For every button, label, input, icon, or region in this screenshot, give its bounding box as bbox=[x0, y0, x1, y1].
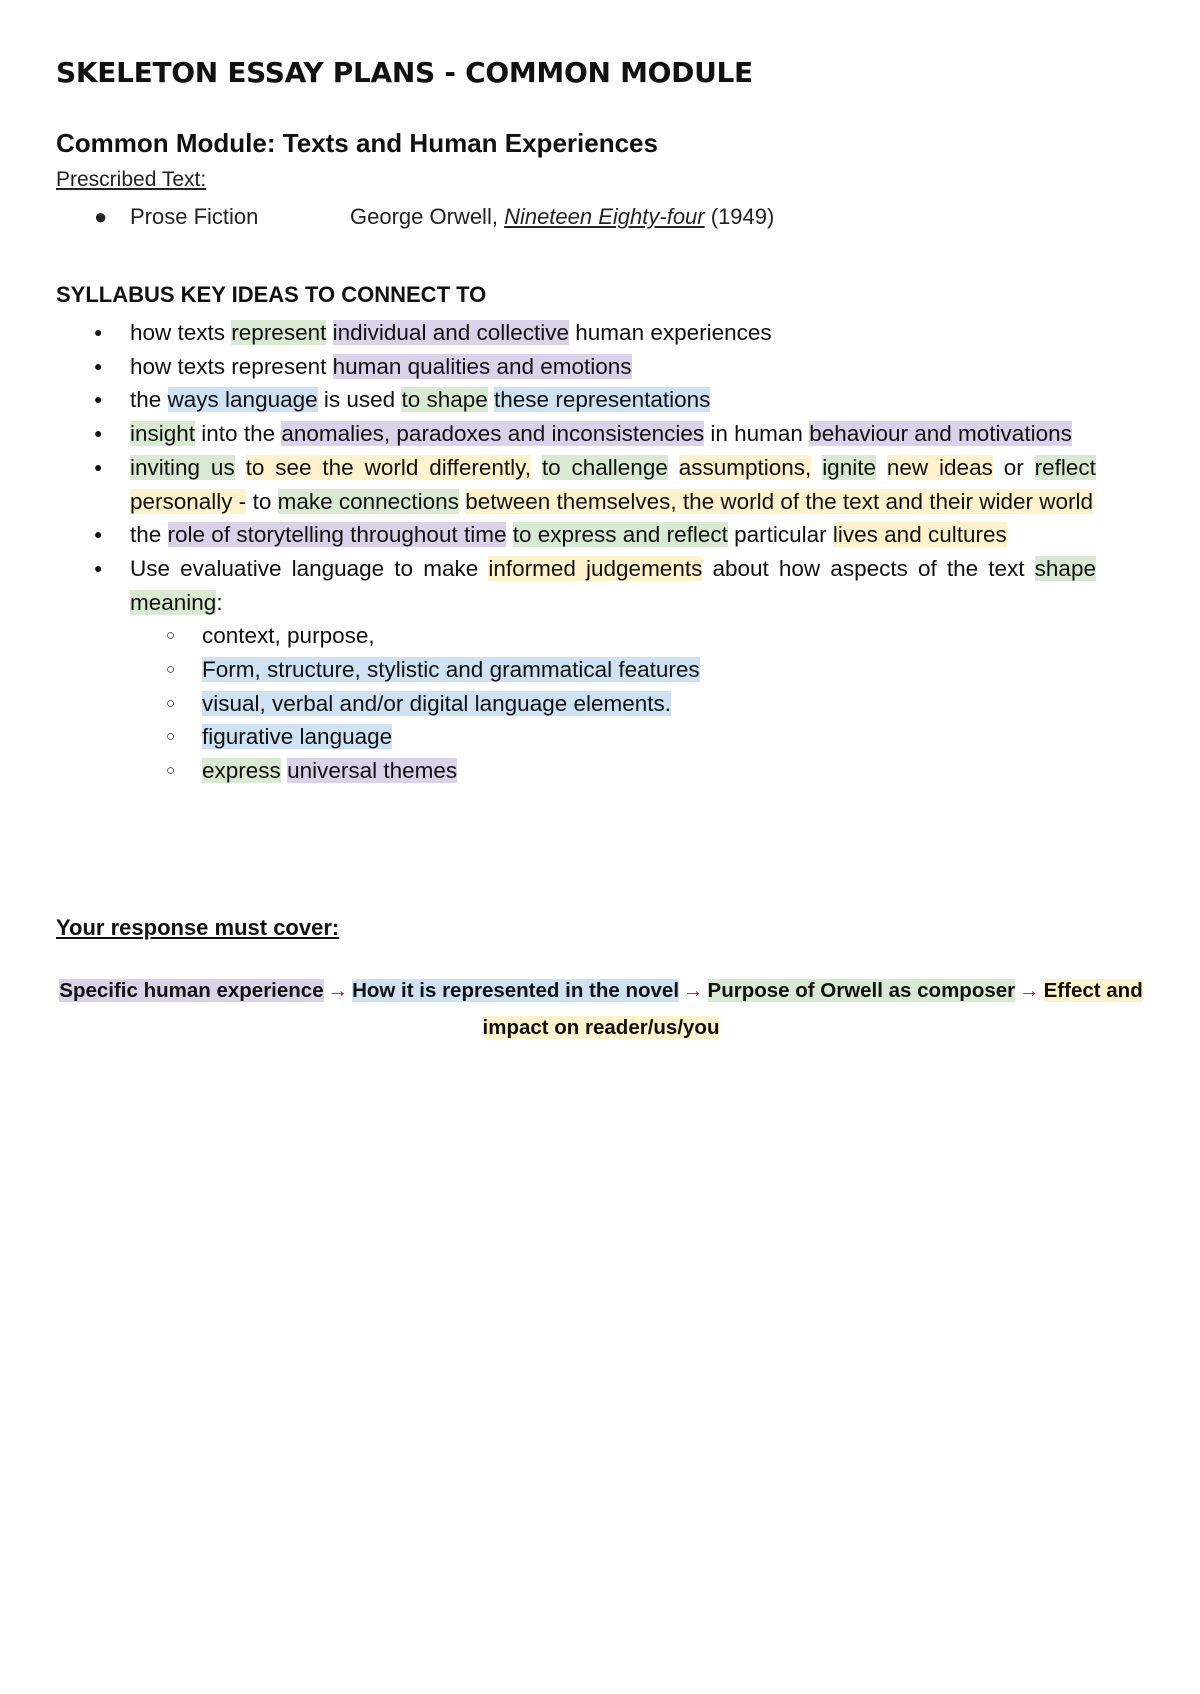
highlighted-phrase: ignite bbox=[822, 454, 876, 480]
syllabus-key-idea bbox=[94, 350, 1096, 384]
syllabus-key-idea bbox=[94, 316, 1096, 350]
highlighted-phrase: express bbox=[202, 758, 281, 784]
highlighted-phrase: human qualities and emotions bbox=[332, 353, 632, 379]
prescribed-text-label: Prescribed Text: bbox=[56, 168, 207, 191]
response-heading: Your response must cover: bbox=[56, 915, 340, 940]
highlighted-phrase: behaviour and motivations bbox=[809, 421, 1072, 447]
highlighted-phrase: make connections bbox=[277, 488, 459, 514]
highlighted-phrase: visual, verbal and/or digital language elements. bbox=[202, 690, 672, 716]
text-segment bbox=[235, 455, 246, 480]
highlighted-phrase: represent bbox=[231, 320, 327, 345]
highlighted-phrase: individual and collective bbox=[332, 320, 570, 345]
syllabus-key-ideas-list bbox=[94, 316, 1096, 788]
syllabus-sub-list bbox=[130, 619, 1096, 788]
text-segment: is used bbox=[317, 387, 402, 413]
prescribed-text-item bbox=[94, 204, 774, 230]
flow-step: Specific human experience bbox=[59, 979, 324, 1002]
highlighted-phrase: to shape bbox=[401, 387, 488, 413]
text-segment bbox=[668, 455, 679, 480]
document-title: SKELETON ESSAY PLANS - COMMON MODULE bbox=[56, 56, 753, 89]
text-segment: or bbox=[992, 454, 1035, 480]
highlighted-phrase: new ideas bbox=[886, 454, 993, 480]
text-segment: : bbox=[216, 589, 223, 615]
highlighted-phrase: ways language bbox=[167, 387, 318, 413]
flow-step: How it is represented in the novel bbox=[352, 979, 680, 1002]
highlighted-phrase: assumptions, bbox=[678, 454, 812, 480]
text-segment: the bbox=[130, 387, 168, 413]
text-segment: to bbox=[246, 488, 278, 514]
syllabus-key-idea bbox=[94, 518, 1096, 552]
syllabus-sub-item bbox=[166, 687, 1096, 721]
text-segment bbox=[811, 455, 822, 480]
text-segment bbox=[876, 455, 887, 480]
highlighted-phrase: to see the world differently, bbox=[245, 454, 531, 480]
highlighted-phrase: figurative language bbox=[202, 724, 393, 750]
highlighted-phrase: reflect bbox=[1034, 454, 1096, 480]
text-segment: how texts bbox=[130, 320, 232, 345]
syllabus-sub-item bbox=[166, 619, 1096, 653]
text-segment: how texts represent bbox=[130, 353, 333, 379]
text-segment: the bbox=[130, 522, 168, 548]
flow-step: Effect and impact on reader/us/you bbox=[482, 979, 1143, 1039]
module-heading: Common Module: Texts and Human Experiences bbox=[56, 128, 658, 158]
highlighted-phrase: to express and reflect bbox=[512, 522, 728, 548]
text-segment bbox=[506, 522, 512, 547]
right-arrow-icon: → bbox=[327, 979, 349, 1002]
response-flow bbox=[56, 972, 1146, 1046]
syllabus-heading: SYLLABUS KEY IDEAS TO CONNECT TO bbox=[56, 282, 487, 307]
text-segment: Use evaluative language to make bbox=[130, 555, 489, 581]
text-segment: into the bbox=[195, 421, 282, 447]
text-segment: context, purpose, bbox=[202, 623, 375, 649]
text-type: Prose Fiction bbox=[130, 204, 259, 229]
text-title: Nineteen Eighty-four bbox=[504, 204, 705, 229]
right-arrow-icon: → bbox=[1019, 979, 1040, 1002]
syllabus-key-idea bbox=[94, 383, 1096, 417]
syllabus-sub-item bbox=[166, 653, 1096, 687]
highlighted-phrase: these representations bbox=[494, 387, 711, 413]
text-author: George Orwell, bbox=[350, 204, 505, 229]
syllabus-sub-item bbox=[166, 720, 1096, 754]
text-segment: human experiences bbox=[569, 320, 772, 345]
highlighted-phrase: lives and cultures bbox=[832, 522, 1007, 548]
flow-step: Purpose of Orwell as composer bbox=[707, 979, 1016, 1002]
highlighted-phrase: universal themes bbox=[287, 758, 458, 784]
highlighted-phrase: between themselves, the world of the text and their wider world bbox=[465, 488, 1094, 514]
highlighted-phrase: insight bbox=[130, 421, 196, 447]
highlighted-phrase: shape meaning bbox=[130, 555, 1096, 615]
syllabus-sub-item bbox=[166, 754, 1096, 788]
text-segment bbox=[531, 455, 542, 480]
bullet-icon: ● bbox=[94, 204, 108, 229]
highlighted-phrase: anomalies, paradoxes and inconsistencies bbox=[281, 421, 705, 447]
text-year: (1949) bbox=[704, 204, 775, 229]
text-segment: about how aspects of the text bbox=[702, 555, 1035, 581]
highlighted-phrase: personally - bbox=[130, 488, 247, 514]
text-segment: in human bbox=[704, 421, 810, 447]
highlighted-phrase: Form, structure, stylistic and grammatical features bbox=[202, 657, 700, 683]
text-segment bbox=[326, 320, 332, 345]
syllabus-key-idea bbox=[94, 552, 1096, 788]
highlighted-phrase: role of storytelling throughout time bbox=[167, 522, 507, 548]
syllabus-key-idea bbox=[94, 451, 1096, 518]
highlighted-phrase: inviting us bbox=[130, 454, 235, 480]
syllabus-key-idea bbox=[94, 417, 1096, 451]
text-segment: particular bbox=[727, 522, 833, 548]
right-arrow-icon: → bbox=[683, 979, 704, 1002]
highlighted-phrase: to challenge bbox=[541, 454, 668, 480]
highlighted-phrase: informed judgements bbox=[488, 555, 703, 581]
